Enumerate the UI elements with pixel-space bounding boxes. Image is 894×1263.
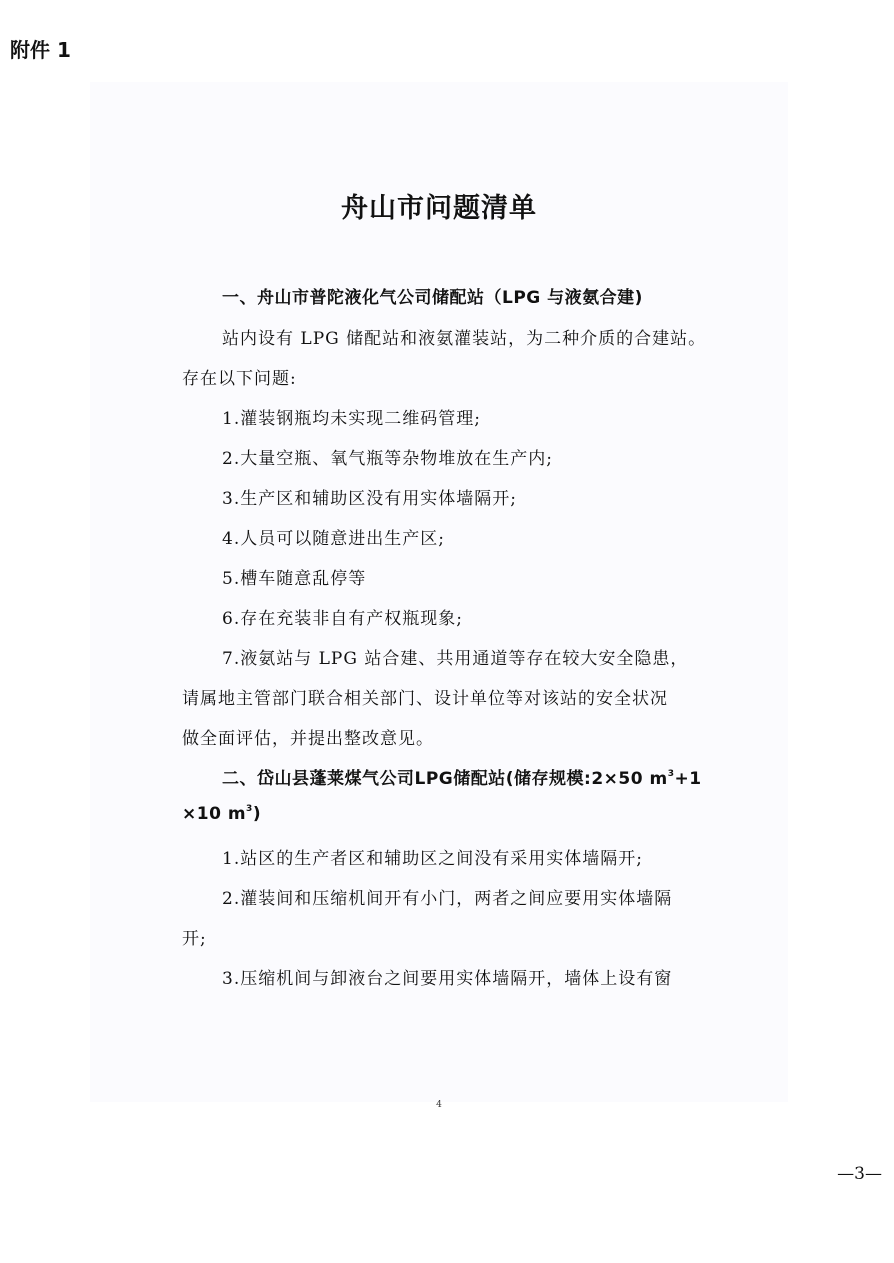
section-1-item-continuation: 做全面评估，并提出整改意见。 [182,729,434,749]
scanned-document-page [90,82,788,1110]
section-2-item: 1.站区的生产者区和辅助区之间没有采用实体墙隔开; [222,849,643,869]
section-2-heading-text: ×10 m [182,804,247,824]
section-1-intro-line: 存在以下问题: [182,369,297,389]
section-2-heading-text: 二、岱山县蓬莱煤气公司LPG储配站(储存规模:2×50 m [222,769,668,789]
inner-page-number: 4 [436,1100,442,1110]
section-2-heading-tail: +1 [674,769,702,789]
section-1-item: 3.生产区和辅助区没有用实体墙隔开; [222,489,517,509]
section-1-item: 1.灌装钢瓶均未实现二维码管理; [222,409,481,429]
section-1-item: 2.大量空瓶、氧气瓶等杂物堆放在生产内; [222,449,553,469]
superscript-3: 3 [667,769,675,779]
section-2-heading-line-2 [182,804,261,824]
section-1-item: 5.槽车随意乱停等 [222,569,367,589]
section-1-item: 6.存在充装非自有产权瓶现象; [222,609,463,629]
section-2-item: 3.压缩机间与卸液台之间要用实体墙隔开，墙体上设有窗 [222,969,673,989]
footer-page-number: —3— [837,1164,882,1184]
document-title: 舟山市问题清单 [341,193,537,224]
superscript-3: 3 [246,804,253,814]
section-1-item: 7.液氨站与 LPG 站合建、共用通道等存在较大安全隐患， [222,649,689,669]
section-1-item: 4.人员可以随意进出生产区; [222,529,445,549]
section-2-heading-line-1 [222,764,702,789]
section-1-item-continuation: 请属地主管部门联合相关部门、设计单位等对该站的安全状况 [182,689,668,709]
section-2-item-continuation: 开; [182,929,207,949]
section-1-intro-line: 站内设有 LPG 储配站和液氨灌装站，为二种介质的合建站。 [222,329,707,349]
section-2-heading-tail: ) [252,804,262,824]
section-1-heading: 一、舟山市普陀液化气公司储配站（LPG 与液氨合建) [222,288,643,308]
attachment-label: 附件 1 [10,38,71,62]
section-2-item: 2.灌装间和压缩机间开有小门，两者之间应要用实体墙隔 [222,889,673,909]
